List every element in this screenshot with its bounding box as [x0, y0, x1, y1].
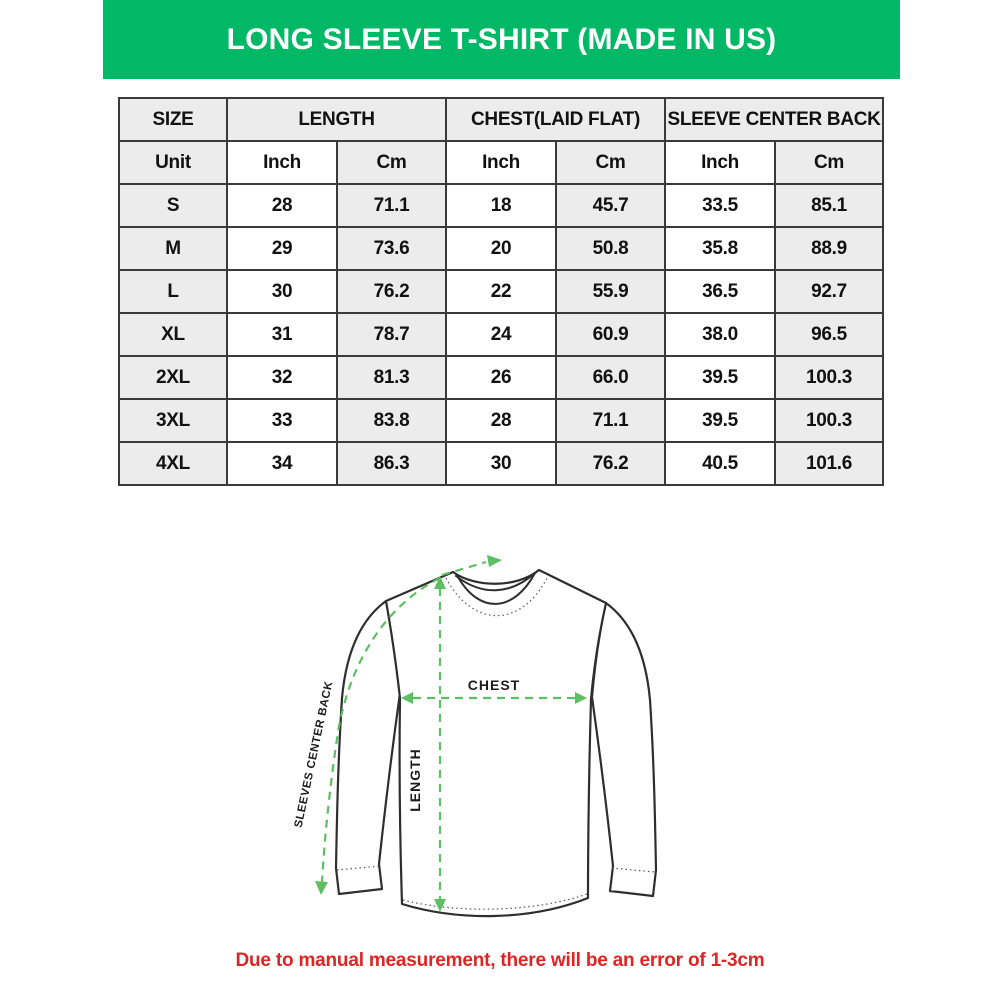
header-size: SIZE [119, 98, 227, 141]
value-cell: 28 [446, 399, 556, 442]
page-title: LONG SLEEVE T-SHIRT (MADE IN US) [226, 22, 777, 56]
value-cell: 39.5 [665, 399, 775, 442]
value-cell: 85.1 [775, 184, 883, 227]
sleeve-center-back-label: SLEEVES CENTER BACK [292, 680, 336, 829]
header-chest: CHEST(LAID FLAT) [446, 98, 665, 141]
value-cell: 60.9 [556, 313, 665, 356]
value-cell: 34 [227, 442, 337, 485]
shirt-body [386, 570, 606, 916]
unit-cell: Inch [446, 141, 556, 184]
value-cell: 86.3 [337, 442, 446, 485]
value-cell: 55.9 [556, 270, 665, 313]
size-chart-table [118, 97, 884, 486]
value-cell: 88.9 [775, 227, 883, 270]
value-cell: 71.1 [556, 399, 665, 442]
table-row [119, 313, 883, 356]
value-cell: 30 [227, 270, 337, 313]
table-row [119, 399, 883, 442]
value-cell: 28 [227, 184, 337, 227]
sleeve-arrowhead-down-icon [315, 881, 328, 895]
value-cell: 45.7 [556, 184, 665, 227]
unit-cell: Unit [119, 141, 227, 184]
size-cell: XL [119, 313, 227, 356]
value-cell: 73.6 [337, 227, 446, 270]
value-cell: 100.3 [775, 399, 883, 442]
value-cell: 33.5 [665, 184, 775, 227]
unit-cell: Inch [665, 141, 775, 184]
value-cell: 26 [446, 356, 556, 399]
table-row [119, 270, 883, 313]
value-cell: 92.7 [775, 270, 883, 313]
value-cell: 78.7 [337, 313, 446, 356]
value-cell: 66.0 [556, 356, 665, 399]
unit-cell: Cm [556, 141, 665, 184]
neck-arrowhead-icon [487, 555, 502, 567]
value-cell: 30 [446, 442, 556, 485]
value-cell: 83.8 [337, 399, 446, 442]
length-label: LENGTH [407, 748, 423, 812]
table-row [119, 184, 883, 227]
size-cell: S [119, 184, 227, 227]
left-sleeve [336, 601, 400, 894]
value-cell: 96.5 [775, 313, 883, 356]
chest-label: CHEST [467, 677, 521, 693]
unit-header-row [119, 141, 883, 184]
header-sleeve: SLEEVE CENTER BACK [665, 98, 883, 141]
size-cell: L [119, 270, 227, 313]
size-cell: 4XL [119, 442, 227, 485]
value-cell: 76.2 [556, 442, 665, 485]
size-chart-body [119, 184, 883, 485]
value-cell: 22 [446, 270, 556, 313]
value-cell: 24 [446, 313, 556, 356]
measurement-note: Due to manual measurement, there will be an error of 1-3cm [235, 950, 765, 971]
value-cell: 100.3 [775, 356, 883, 399]
value-cell: 40.5 [665, 442, 775, 485]
right-sleeve [592, 603, 656, 896]
unit-cell: Cm [337, 141, 446, 184]
value-cell: 39.5 [665, 356, 775, 399]
table-header [119, 98, 883, 184]
value-cell: 50.8 [556, 227, 665, 270]
size-cell: 2XL [119, 356, 227, 399]
value-cell: 20 [446, 227, 556, 270]
table-row [119, 442, 883, 485]
group-header-row [119, 98, 883, 141]
value-cell: 29 [227, 227, 337, 270]
value-cell: 32 [227, 356, 337, 399]
value-cell: 38.0 [665, 313, 775, 356]
value-cell: 71.1 [337, 184, 446, 227]
size-cell: M [119, 227, 227, 270]
value-cell: 33 [227, 399, 337, 442]
header-length: LENGTH [227, 98, 446, 141]
table-row [119, 227, 883, 270]
table-row [119, 356, 883, 399]
value-cell: 36.5 [665, 270, 775, 313]
unit-cell: Inch [227, 141, 337, 184]
value-cell: 35.8 [665, 227, 775, 270]
size-cell: 3XL [119, 399, 227, 442]
shirt-diagram [290, 550, 720, 950]
unit-cell: Cm [775, 141, 883, 184]
value-cell: 76.2 [337, 270, 446, 313]
title-banner [103, 0, 900, 79]
value-cell: 101.6 [775, 442, 883, 485]
value-cell: 18 [446, 184, 556, 227]
value-cell: 81.3 [337, 356, 446, 399]
value-cell: 31 [227, 313, 337, 356]
neck-measure-line [442, 562, 486, 575]
